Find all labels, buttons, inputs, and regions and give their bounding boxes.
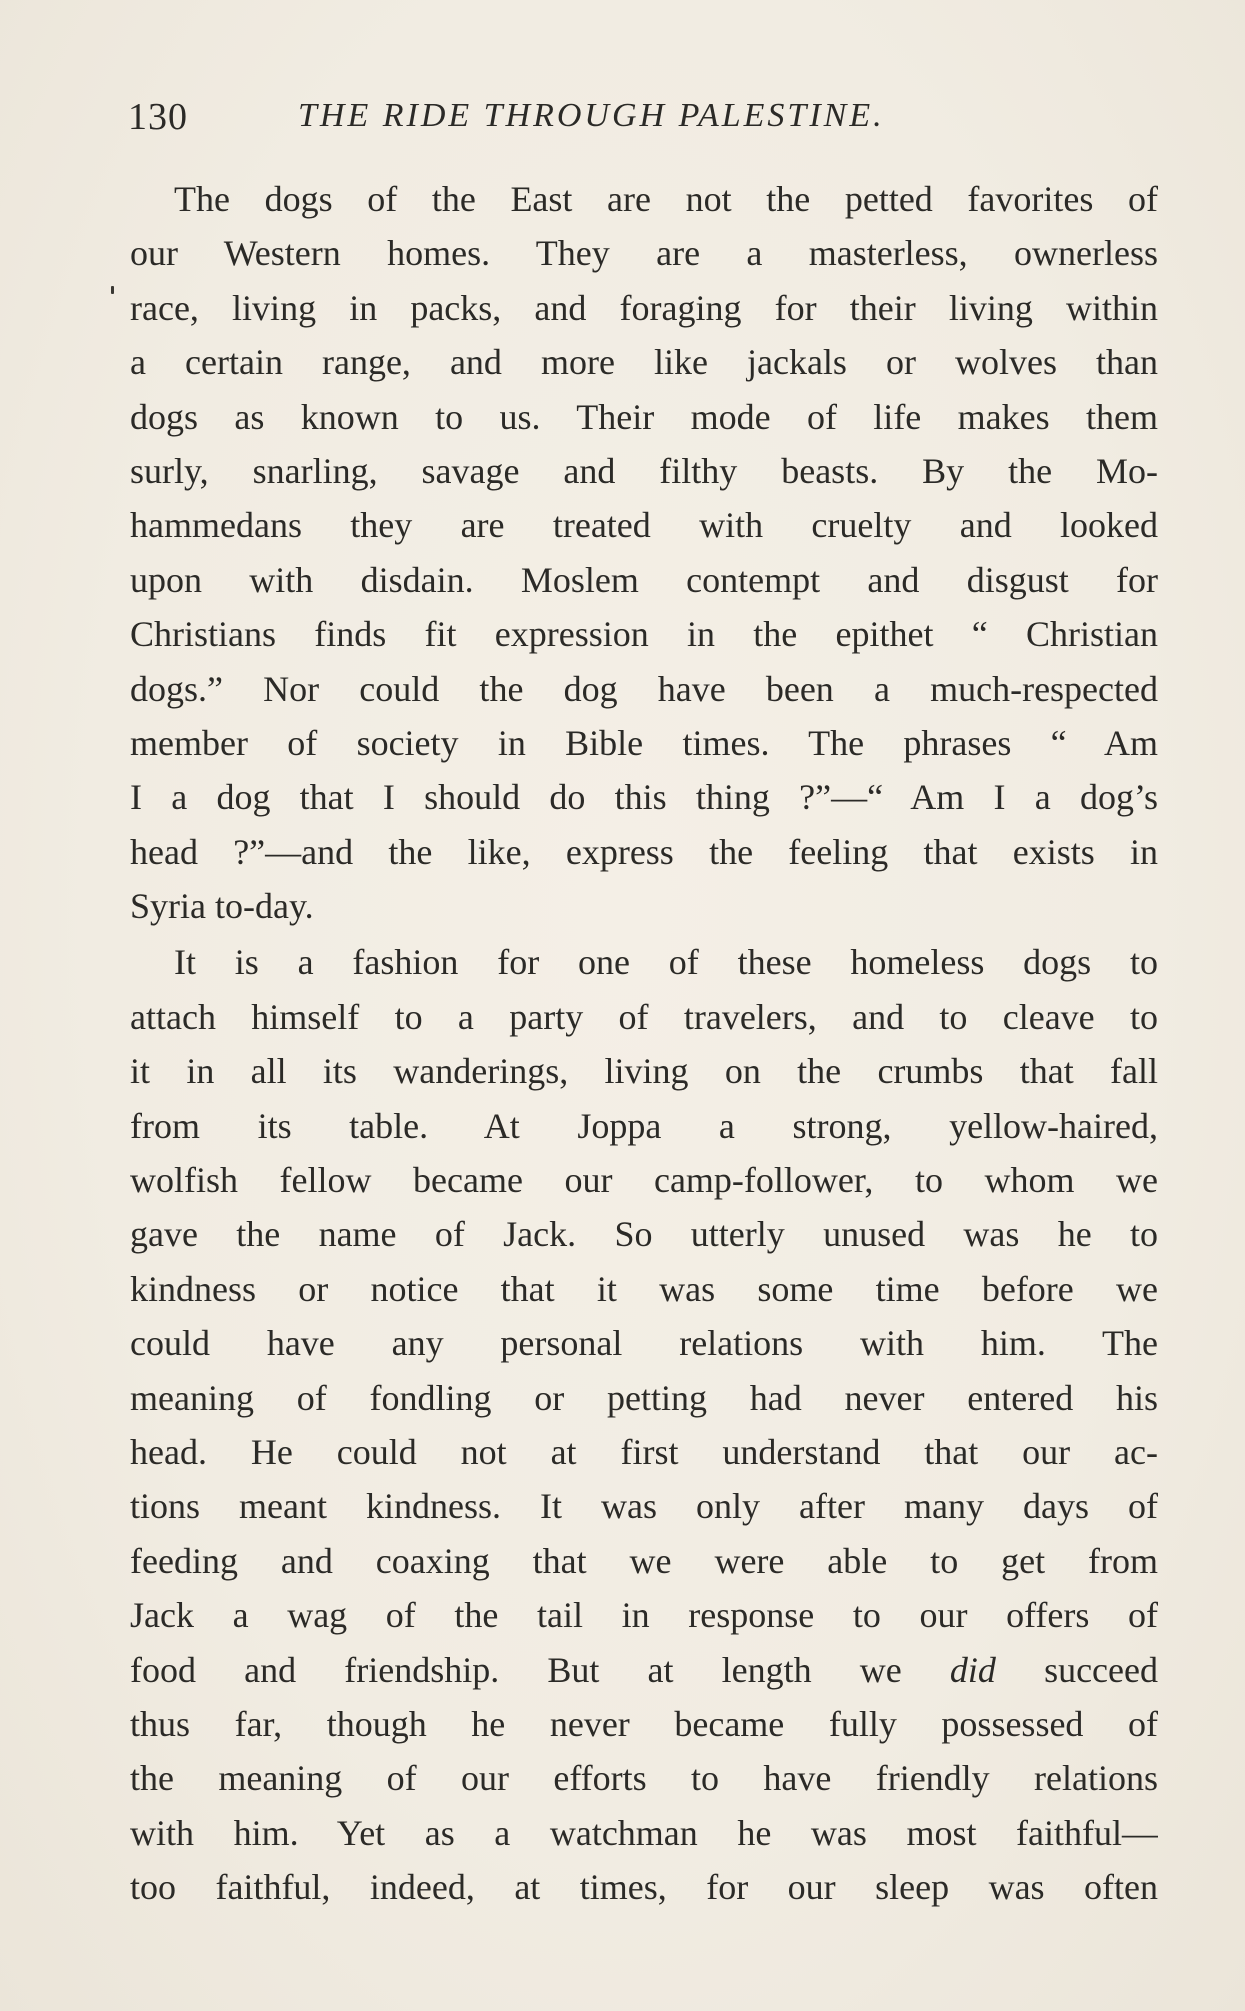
- text-line: too faithful, indeed, at times, for our sleep was often: [130, 1867, 1158, 1908]
- text-line: feeding and coaxing that we were able to get from: [130, 1540, 1158, 1581]
- emphasis-word: did: [949, 1649, 996, 1690]
- text-line: wolfish fellow became our camp-follower, to whom we: [130, 1160, 1158, 1201]
- text-line: The dogs of the East are not the petted favorites of: [174, 179, 1158, 219]
- page-header: [128, 95, 1128, 145]
- text-line: from its table. At Joppa a strong, yellow-haired,: [130, 1105, 1158, 1146]
- text-line: dogs as known to us. Their mode of life makes them: [130, 396, 1158, 437]
- text-line: attach himself to a party of travelers, and to cleave to: [130, 996, 1158, 1037]
- emphasis-before: food and friendship. But at length we: [130, 1649, 950, 1690]
- text-line: the meaning of our efforts to have friendly relations: [130, 1758, 1158, 1799]
- emphasis-after: succeed: [995, 1649, 1158, 1690]
- text-line-with-emphasis: [130, 1643, 1158, 1697]
- text-line: I a dog that I should do this thing ?”—“ Am I a dog’s: [130, 777, 1158, 818]
- text-line: surly, snarling, savage and filthy beasts. By the Mo-: [130, 450, 1158, 491]
- ink-speck: [111, 286, 114, 294]
- text-line: Syria to-day.: [130, 886, 314, 927]
- text-line: Jack a wag of the tail in response to our offers of: [130, 1595, 1158, 1636]
- text-line: our Western homes. They are a masterless, ownerless: [130, 233, 1158, 274]
- text-line: kindness or notice that it was some time before we: [130, 1268, 1158, 1309]
- text-line: it in all its wanderings, living on the crumbs that fall: [130, 1051, 1158, 1092]
- text-line: head. He could not at first understand that our ac-: [130, 1431, 1158, 1472]
- text-line: hammedans they are treated with cruelty and looked: [130, 505, 1158, 546]
- text-line: dogs.” Nor could the dog have been a much-respected: [130, 668, 1158, 709]
- text-line: tions meant kindness. It was only after many days of: [130, 1486, 1158, 1527]
- text-line: meaning of fondling or petting had never entered his: [130, 1377, 1158, 1418]
- text-line: thus far, though he never became fully possessed of: [130, 1703, 1158, 1744]
- page-number: 130: [128, 96, 188, 138]
- text-line: a certain range, and more like jackals or wolves than: [130, 342, 1158, 383]
- text-line: Christians finds fit expression in the epithet “ Christian: [130, 614, 1158, 655]
- text-line: race, living in packs, and foraging for their living within: [130, 287, 1158, 328]
- text-line: member of society in Bible times. The phrases “ Am: [130, 722, 1158, 763]
- text-line: head ?”—and the like, express the feeling that exists in: [130, 831, 1158, 872]
- text-line: gave the name of Jack. So utterly unused was he to: [130, 1214, 1158, 1255]
- body-text: [130, 172, 1158, 1915]
- text-line: with him. Yet as a watchman he was most faithful—: [130, 1812, 1158, 1853]
- text-line: could have any personal relations with him. The: [130, 1323, 1158, 1364]
- text-line: It is a fashion for one of these homeless dogs to: [174, 942, 1158, 983]
- running-title: THE RIDE THROUGH PALESTINE.: [298, 97, 885, 134]
- text-line: upon with disdain. Moslem contempt and disgust for: [130, 559, 1158, 600]
